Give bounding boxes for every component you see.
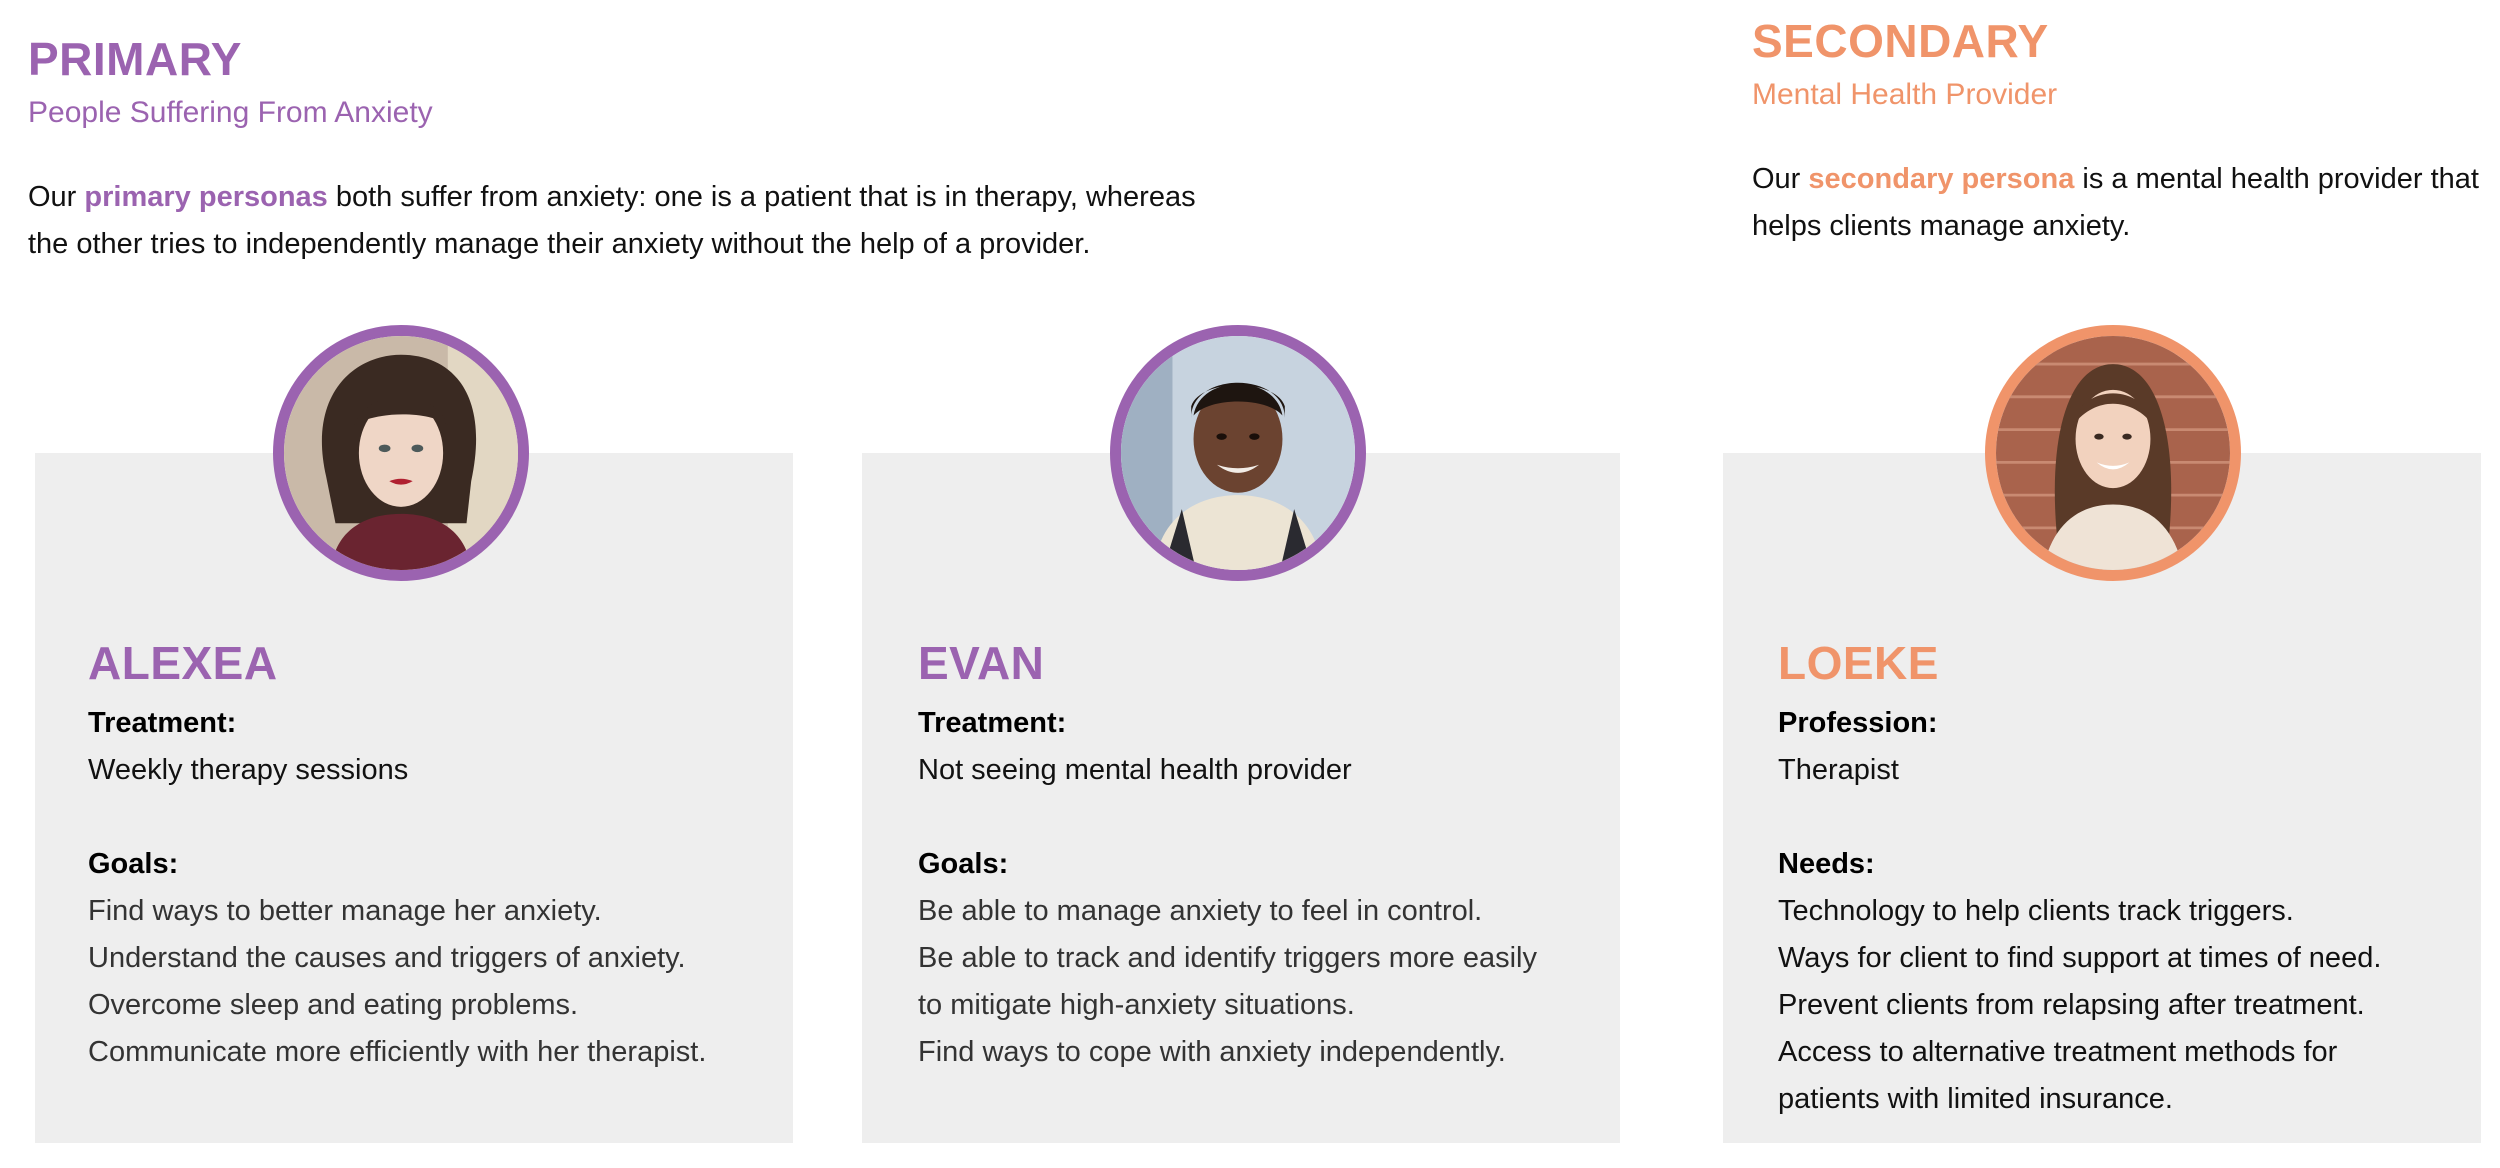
goal-item: Find ways to cope with anxiety independently. xyxy=(918,1036,1506,1068)
need-item: Prevent clients from relapsing after treatment. xyxy=(1778,989,2365,1021)
spacer xyxy=(88,794,778,841)
goals-label: Goals: xyxy=(88,848,179,880)
goal-item: to mitigate high-anxiety situations. xyxy=(918,989,1355,1021)
secondary-heading: SECONDARY xyxy=(1752,15,2049,67)
secondary-intro-before: Our xyxy=(1752,163,1809,195)
primary-intro-before: Our xyxy=(28,181,85,213)
goal-item: Be able to manage anxiety to feel in control. xyxy=(918,895,1483,927)
evan-avatar xyxy=(1110,325,1366,581)
persona-name-evan: EVAN xyxy=(918,637,1045,689)
goal-item: Communicate more efficiently with her therapist. xyxy=(88,1036,707,1068)
persona-name-alexea: ALEXEA xyxy=(88,637,278,689)
primary-intro-line2: the other tries to independently manage their anxiety without the help of a provider. xyxy=(28,228,1091,260)
need-item: patients with limited insurance. xyxy=(1778,1083,2173,1115)
spacer xyxy=(918,794,1608,841)
treatment-value: Not seeing mental health provider xyxy=(918,754,1352,786)
need-item: Technology to help clients track triggers. xyxy=(1778,895,2294,927)
goal-item: Find ways to better manage her anxiety. xyxy=(88,895,602,927)
need-item: Access to alternative treatment methods for xyxy=(1778,1036,2338,1068)
needs-label: Needs: xyxy=(1778,848,1875,880)
alexea-avatar xyxy=(273,325,529,581)
treatment-label: Treatment: xyxy=(918,707,1067,739)
profession-value: Therapist xyxy=(1778,754,1899,786)
loeke-avatar xyxy=(1985,325,2241,581)
goal-item: Be able to track and identify triggers more easily xyxy=(918,942,1537,974)
goals-label: Goals: xyxy=(918,848,1009,880)
goal-item: Overcome sleep and eating problems. xyxy=(88,989,579,1021)
primary-personas-highlight: primary personas xyxy=(84,181,328,213)
treatment-value: Weekly therapy sessions xyxy=(88,754,409,786)
primary-intro-after: both suffer from anxiety: one is a patient that is in therapy, whereas xyxy=(327,181,1196,213)
treatment-label: Treatment: xyxy=(88,707,237,739)
persona-details-alexea xyxy=(88,700,778,1076)
secondary-persona-highlight: secondary persona xyxy=(1808,163,2075,195)
secondary-intro-line2: helps clients manage anxiety. xyxy=(1752,210,2131,242)
secondary-intro-after: is a mental health provider that xyxy=(2074,163,2479,195)
secondary-intro xyxy=(1752,156,2492,250)
need-item: Ways for client to find support at times of need. xyxy=(1778,942,2382,974)
primary-heading: PRIMARY xyxy=(28,33,242,85)
profession-label: Profession: xyxy=(1778,707,1938,739)
goal-item: Understand the causes and triggers of anxiety. xyxy=(88,942,686,974)
secondary-subheading: Mental Health Provider xyxy=(1752,78,2058,111)
primary-subheading: People Suffering From Anxiety xyxy=(28,96,433,129)
persona-details-loeke xyxy=(1778,700,2478,1123)
spacer xyxy=(1778,794,2478,841)
primary-intro xyxy=(28,174,1328,268)
persona-name-loeke: LOEKE xyxy=(1778,637,1939,689)
persona-details-evan xyxy=(918,700,1608,1076)
